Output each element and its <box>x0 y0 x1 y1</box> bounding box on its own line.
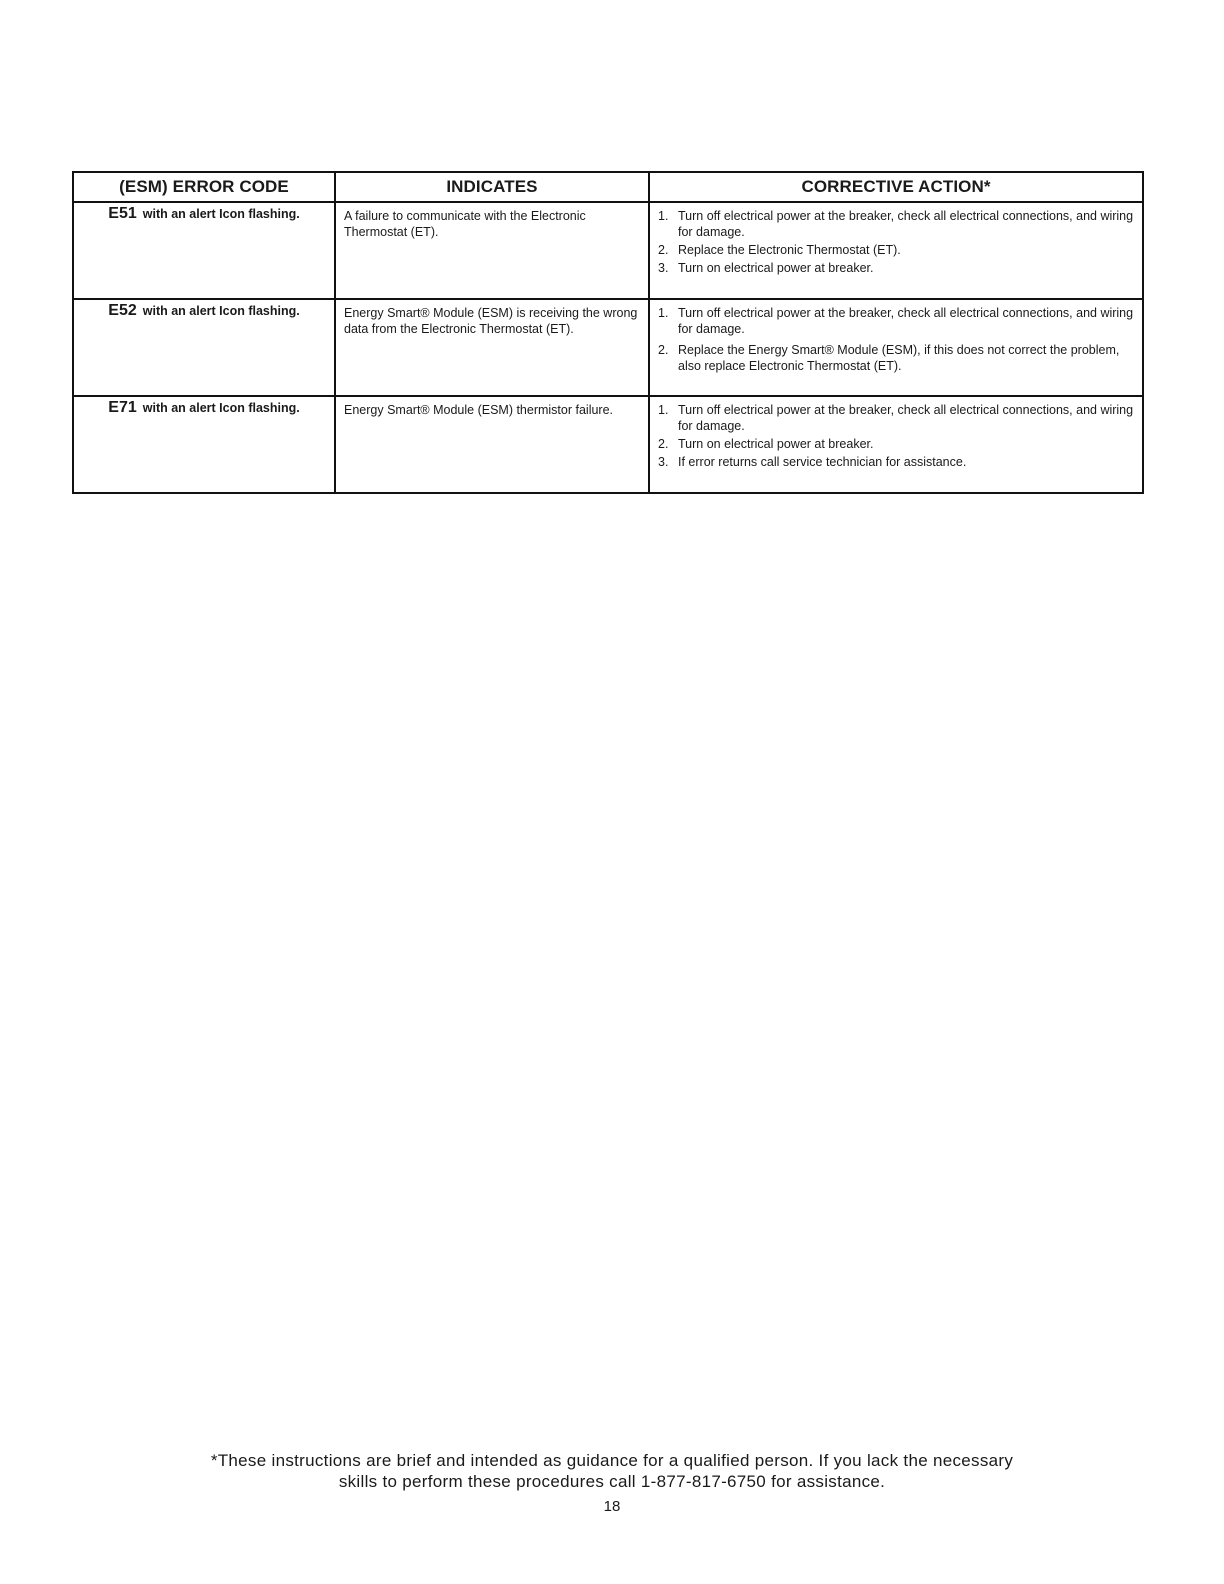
action-item <box>658 402 1134 434</box>
action-number: 2. <box>658 437 669 451</box>
action-text: Replace the Energy Smart® Module (ESM), if this does not correct the problem, also replace Electronic Thermostat (ET). <box>678 343 1120 373</box>
action-number: 2. <box>658 243 669 257</box>
indicates-cell: A failure to communicate with the Electronic Thermostat (ET). <box>335 202 649 299</box>
footnote-line-2: skills to perform these procedures call 1-877-817-6750 for assistance. <box>338 1472 886 1491</box>
header-indicates: INDICATES <box>335 172 649 202</box>
action-item <box>658 242 1134 258</box>
table-header-row <box>73 172 1143 202</box>
footnote-line-1: *These instructions are brief and intended as guidance for a qualified person. If you lack the necessary <box>210 1451 1014 1470</box>
action-item <box>658 436 1134 452</box>
action-list <box>658 402 1134 470</box>
error-code-note: with an alert Icon flashing. <box>142 401 300 415</box>
corrective-action-cell <box>649 299 1143 396</box>
error-code-cell <box>73 202 335 299</box>
action-text: Turn off electrical power at the breaker, check all electrical connections, and wiring for damage. <box>678 209 1134 239</box>
footnote <box>112 1450 1112 1492</box>
error-code-cell <box>73 299 335 396</box>
action-text: Turn off electrical power at the breaker, check all electrical connections, and wiring for damage. <box>678 403 1134 433</box>
error-code-cell <box>73 396 335 493</box>
action-text: Turn on electrical power at breaker. <box>678 437 874 451</box>
action-item <box>658 305 1134 337</box>
action-number: 3. <box>658 455 669 469</box>
action-text: Turn off electrical power at the breaker, check all electrical connections, and wiring for damage. <box>678 306 1134 336</box>
error-code-note: with an alert Icon flashing. <box>142 304 300 318</box>
table-row <box>73 396 1143 493</box>
error-code-table <box>72 171 1144 494</box>
action-item <box>658 454 1134 470</box>
action-text: Replace the Electronic Thermostat (ET). <box>678 243 901 257</box>
table-row <box>73 299 1143 396</box>
indicates-cell: Energy Smart® Module (ESM) thermistor failure. <box>335 396 649 493</box>
action-number: 3. <box>658 261 669 275</box>
corrective-action-cell <box>649 202 1143 299</box>
action-item <box>658 260 1134 276</box>
page-number: 18 <box>603 1498 621 1515</box>
action-number: 1. <box>658 306 669 320</box>
action-number: 1. <box>658 403 669 417</box>
error-code: E71 <box>108 399 137 416</box>
corrective-action-cell <box>649 396 1143 493</box>
action-number: 2. <box>658 343 669 357</box>
action-item <box>658 342 1134 374</box>
action-list <box>658 305 1134 374</box>
header-error-code: (ESM) ERROR CODE <box>73 172 335 202</box>
indicates-cell: Energy Smart® Module (ESM) is receiving the wrong data from the Electronic Thermostat (ET). <box>335 299 649 396</box>
error-code-note: with an alert Icon flashing. <box>142 207 300 221</box>
error-code: E51 <box>108 205 137 222</box>
error-code: E52 <box>108 302 137 319</box>
action-text: Turn on electrical power at breaker. <box>678 261 874 275</box>
action-number: 1. <box>658 209 669 223</box>
table-row <box>73 202 1143 299</box>
action-text: If error returns call service technician for assistance. <box>678 455 967 469</box>
action-list <box>658 208 1134 276</box>
header-corrective-action: CORRECTIVE ACTION* <box>649 172 1143 202</box>
action-item <box>658 208 1134 240</box>
